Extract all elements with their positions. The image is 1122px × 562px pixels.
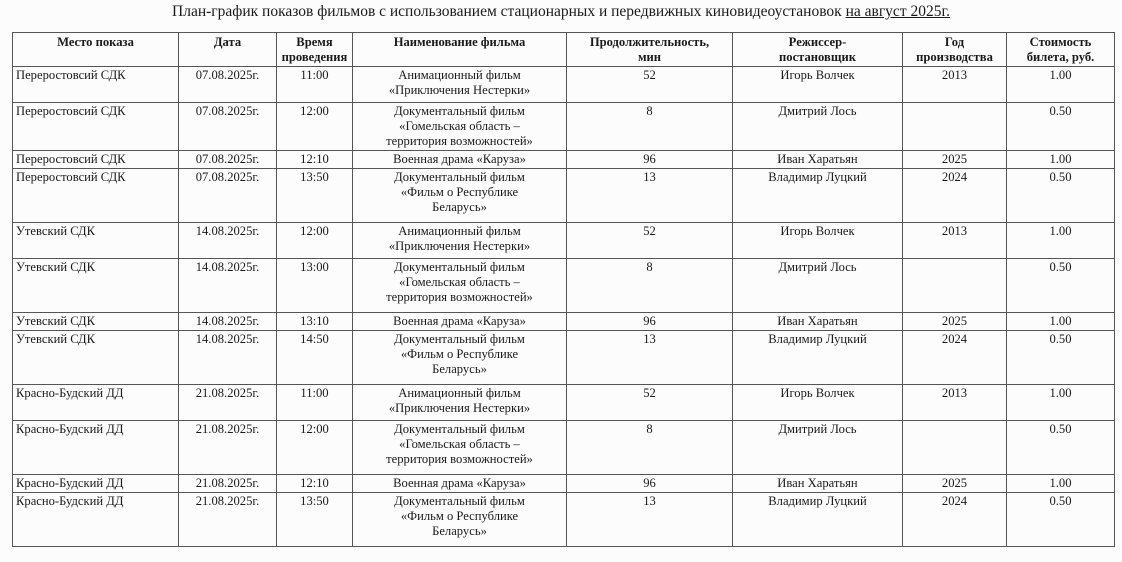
cell-film bbox=[353, 151, 567, 169]
cell-date: 07.08.2025г. bbox=[179, 169, 277, 223]
cell-place: Переростовсий СДК bbox=[13, 103, 179, 151]
cell-duration: 13 bbox=[567, 169, 733, 223]
cell-duration: 96 bbox=[567, 313, 733, 331]
cell-film bbox=[353, 493, 567, 547]
cell-film bbox=[353, 313, 567, 331]
cell-director: Игорь Волчек bbox=[733, 385, 903, 421]
film-title-line: Военная драма «Каруза» bbox=[393, 476, 526, 490]
cell-time: 12:10 bbox=[277, 151, 353, 169]
table-row bbox=[13, 169, 1115, 223]
cell-film bbox=[353, 223, 567, 259]
cell-duration: 8 bbox=[567, 103, 733, 151]
film-title-line: «Гомельская область – bbox=[399, 275, 520, 289]
table-row bbox=[13, 223, 1115, 259]
table-row bbox=[13, 475, 1115, 493]
film-title-line: Документальный фильм bbox=[394, 422, 525, 436]
film-title-line: Документальный фильм bbox=[394, 494, 525, 508]
cell-duration: 96 bbox=[567, 475, 733, 493]
cell-price: 1.00 bbox=[1007, 67, 1115, 103]
film-title-line: Беларусь» bbox=[432, 200, 487, 214]
table-row bbox=[13, 67, 1115, 103]
cell-place: Красно-Будский ДД bbox=[13, 493, 179, 547]
table-row bbox=[13, 385, 1115, 421]
table-row bbox=[13, 259, 1115, 313]
film-title-line: «Гомельская область – bbox=[399, 437, 520, 451]
header-film: Наименование фильма bbox=[353, 33, 567, 67]
cell-year bbox=[903, 421, 1007, 475]
header-year: Год производства bbox=[903, 33, 1007, 67]
cell-film bbox=[353, 67, 567, 103]
cell-director: Иван Харатьян bbox=[733, 313, 903, 331]
cell-director: Дмитрий Лось bbox=[733, 259, 903, 313]
film-title-line: Военная драма «Каруза» bbox=[393, 314, 526, 328]
cell-film bbox=[353, 421, 567, 475]
table-row bbox=[13, 103, 1115, 151]
cell-director: Владимир Луцкий bbox=[733, 331, 903, 385]
cell-year bbox=[903, 103, 1007, 151]
cell-film bbox=[353, 475, 567, 493]
cell-year: 2025 bbox=[903, 313, 1007, 331]
cell-price: 0.50 bbox=[1007, 421, 1115, 475]
cell-place: Красно-Будский ДД bbox=[13, 421, 179, 475]
cell-year: 2013 bbox=[903, 67, 1007, 103]
cell-place: Переростовсий СДК bbox=[13, 151, 179, 169]
cell-director: Владимир Луцкий bbox=[733, 493, 903, 547]
cell-price: 0.50 bbox=[1007, 259, 1115, 313]
cell-place: Утевский СДК bbox=[13, 313, 179, 331]
film-title-line: Анимационный фильм bbox=[398, 386, 521, 400]
cell-year: 2024 bbox=[903, 493, 1007, 547]
film-title-line: территория возможностей» bbox=[386, 134, 533, 148]
cell-place: Красно-Будский ДД bbox=[13, 475, 179, 493]
cell-place: Утевский СДК bbox=[13, 259, 179, 313]
cell-time: 13:50 bbox=[277, 493, 353, 547]
cell-date: 07.08.2025г. bbox=[179, 67, 277, 103]
cell-price: 1.00 bbox=[1007, 385, 1115, 421]
cell-time: 11:00 bbox=[277, 385, 353, 421]
schedule-body bbox=[13, 67, 1115, 547]
header-time: Время проведения bbox=[277, 33, 353, 67]
cell-place: Красно-Будский ДД bbox=[13, 385, 179, 421]
cell-duration: 13 bbox=[567, 331, 733, 385]
title-period: на август 2025г. bbox=[845, 3, 950, 20]
cell-price: 0.50 bbox=[1007, 493, 1115, 547]
cell-year: 2024 bbox=[903, 331, 1007, 385]
header-price: Стоимость билета, руб. bbox=[1007, 33, 1115, 67]
cell-director: Иван Харатьян bbox=[733, 151, 903, 169]
film-title-line: Анимационный фильм bbox=[398, 224, 521, 238]
film-title-line: территория возможностей» bbox=[386, 290, 533, 304]
cell-duration: 52 bbox=[567, 223, 733, 259]
film-title-line: Анимационный фильм bbox=[398, 68, 521, 82]
film-title-line: «Приключения Нестерки» bbox=[388, 239, 531, 253]
film-title-line: Беларусь» bbox=[432, 362, 487, 376]
cell-time: 13:50 bbox=[277, 169, 353, 223]
schedule-table bbox=[12, 32, 1115, 547]
film-title-line: «Приключения Нестерки» bbox=[388, 83, 531, 97]
title-main: План-график показов фильмов с использованием стационарных и передвижных киновидеоустановок bbox=[172, 3, 846, 20]
cell-duration: 13 bbox=[567, 493, 733, 547]
film-title-line: Документальный фильм bbox=[394, 332, 525, 346]
cell-director: Дмитрий Лось bbox=[733, 421, 903, 475]
cell-director: Иван Харатьян bbox=[733, 475, 903, 493]
cell-year: 2024 bbox=[903, 169, 1007, 223]
film-title-line: Документальный фильм bbox=[394, 260, 525, 274]
cell-price: 0.50 bbox=[1007, 103, 1115, 151]
cell-film bbox=[353, 331, 567, 385]
cell-duration: 96 bbox=[567, 151, 733, 169]
film-title-line: Документальный фильм bbox=[394, 104, 525, 118]
cell-year: 2025 bbox=[903, 475, 1007, 493]
header-duration: Продолжительность, мин bbox=[567, 33, 733, 67]
cell-place: Переростовсий СДК bbox=[13, 169, 179, 223]
table-row bbox=[13, 493, 1115, 547]
cell-film bbox=[353, 103, 567, 151]
cell-film bbox=[353, 169, 567, 223]
cell-place: Переростовсий СДК bbox=[13, 67, 179, 103]
cell-year: 2025 bbox=[903, 151, 1007, 169]
film-title-line: «Фильм о Республике bbox=[400, 509, 519, 523]
cell-time: 13:10 bbox=[277, 313, 353, 331]
cell-price: 1.00 bbox=[1007, 313, 1115, 331]
film-title-line: «Гомельская область – bbox=[399, 119, 520, 133]
cell-price: 1.00 bbox=[1007, 151, 1115, 169]
header-director: Режиссер- постановщик bbox=[733, 33, 903, 67]
cell-date: 07.08.2025г. bbox=[179, 103, 277, 151]
film-title-line: «Фильм о Республике bbox=[400, 347, 519, 361]
table-row bbox=[13, 331, 1115, 385]
cell-date: 21.08.2025г. bbox=[179, 475, 277, 493]
cell-film bbox=[353, 259, 567, 313]
cell-duration: 52 bbox=[567, 385, 733, 421]
cell-time: 12:10 bbox=[277, 475, 353, 493]
cell-date: 14.08.2025г. bbox=[179, 223, 277, 259]
table-row bbox=[13, 151, 1115, 169]
cell-time: 12:00 bbox=[277, 223, 353, 259]
cell-director: Дмитрий Лось bbox=[733, 103, 903, 151]
header-date: Дата bbox=[179, 33, 277, 67]
film-title-line: Документальный фильм bbox=[394, 170, 525, 184]
film-title-line: Беларусь» bbox=[432, 524, 487, 538]
cell-place: Утевский СДК bbox=[13, 331, 179, 385]
cell-price: 0.50 bbox=[1007, 169, 1115, 223]
film-title-line: «Приключения Нестерки» bbox=[388, 401, 531, 415]
cell-place: Утевский СДК bbox=[13, 223, 179, 259]
film-title-line: Военная драма «Каруза» bbox=[393, 152, 526, 166]
cell-year: 2013 bbox=[903, 385, 1007, 421]
cell-duration: 8 bbox=[567, 259, 733, 313]
film-title-line: территория возможностей» bbox=[386, 452, 533, 466]
cell-year: 2013 bbox=[903, 223, 1007, 259]
cell-date: 14.08.2025г. bbox=[179, 313, 277, 331]
table-row bbox=[13, 313, 1115, 331]
cell-price: 0.50 bbox=[1007, 331, 1115, 385]
cell-time: 14:50 bbox=[277, 331, 353, 385]
cell-price: 1.00 bbox=[1007, 223, 1115, 259]
cell-director: Игорь Волчек bbox=[733, 223, 903, 259]
cell-date: 21.08.2025г. bbox=[179, 421, 277, 475]
cell-year bbox=[903, 259, 1007, 313]
document-title bbox=[0, 2, 1122, 22]
cell-film bbox=[353, 385, 567, 421]
cell-price: 1.00 bbox=[1007, 475, 1115, 493]
cell-director: Владимир Луцкий bbox=[733, 169, 903, 223]
cell-time: 12:00 bbox=[277, 103, 353, 151]
cell-time: 13:00 bbox=[277, 259, 353, 313]
cell-time: 11:00 bbox=[277, 67, 353, 103]
cell-date: 21.08.2025г. bbox=[179, 493, 277, 547]
cell-date: 21.08.2025г. bbox=[179, 385, 277, 421]
film-title-line: «Фильм о Республике bbox=[400, 185, 519, 199]
cell-date: 07.08.2025г. bbox=[179, 151, 277, 169]
cell-date: 14.08.2025г. bbox=[179, 259, 277, 313]
cell-date: 14.08.2025г. bbox=[179, 331, 277, 385]
cell-director: Игорь Волчек bbox=[733, 67, 903, 103]
cell-duration: 8 bbox=[567, 421, 733, 475]
table-row bbox=[13, 421, 1115, 475]
header-place: Место показа bbox=[13, 33, 179, 67]
cell-time: 12:00 bbox=[277, 421, 353, 475]
cell-duration: 52 bbox=[567, 67, 733, 103]
table-header-row bbox=[13, 33, 1115, 67]
